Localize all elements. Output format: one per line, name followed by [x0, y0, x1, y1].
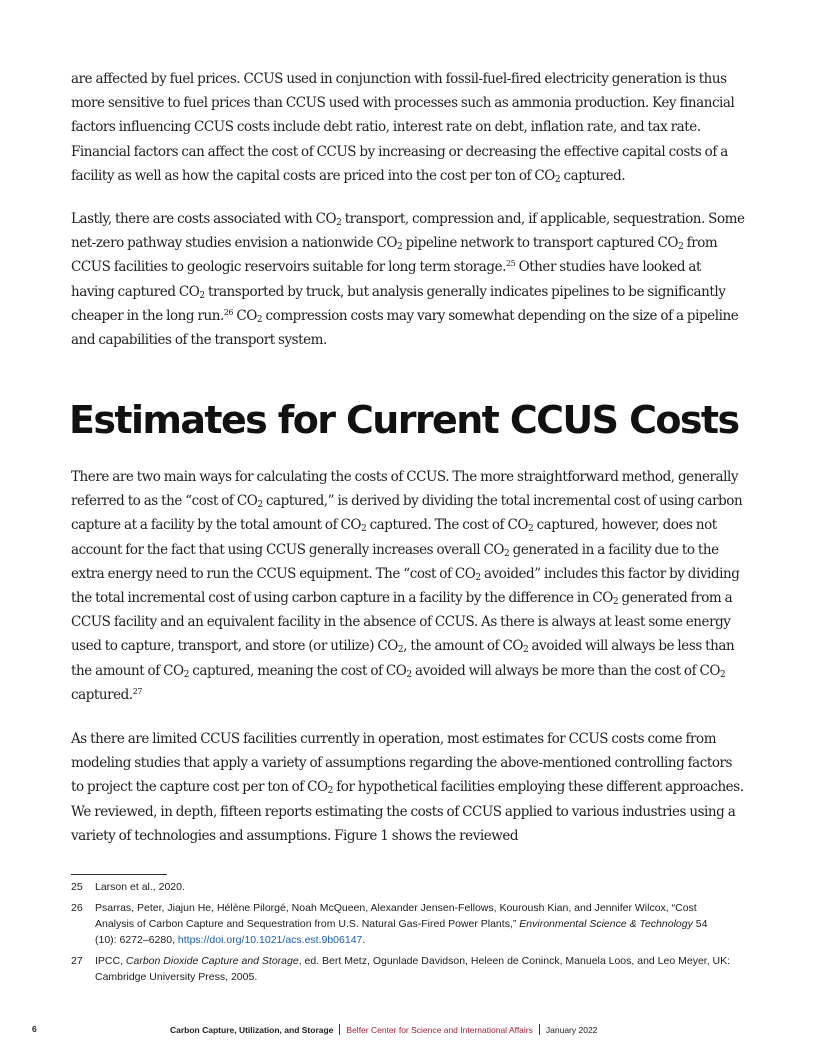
subscript: 2 — [527, 524, 534, 535]
subscript: 2 — [327, 786, 333, 797]
footnote-text: Larson et al., 2020. — [95, 881, 185, 893]
subscript: 2 — [396, 242, 403, 253]
footnote-text — [95, 953, 731, 985]
text-run: transported by truck, but analysis generally indicates pipelines to be significantly cheaper in the long run. — [71, 283, 726, 324]
footnote-27 — [71, 953, 731, 985]
subscript: 2 — [719, 669, 726, 680]
page-footer — [0, 1024, 815, 1040]
text-run: avoided will always be less than the amount of CO — [71, 638, 735, 679]
text-run: from CCUS facilities to geologic reservoirs suitable for long term storage. — [71, 235, 718, 276]
subscript: 2 — [257, 500, 263, 511]
text-run: captured, meaning the cost of CO — [188, 662, 407, 679]
footnote-ref-26[interactable]: 26 — [223, 307, 234, 317]
report-title: Carbon Capture, Utilization, and Storage — [170, 1025, 334, 1035]
text-run: 54 (10): 6272–6280, — [95, 918, 708, 946]
footnote-ref-27[interactable]: 27 — [132, 686, 142, 696]
text-run: captured. — [560, 167, 626, 184]
divider — [339, 1024, 340, 1035]
footnote-26 — [71, 900, 731, 948]
text-run: pipeline network to transport captured CO — [402, 235, 679, 252]
footnote-25 — [71, 879, 731, 895]
paragraph-modeling-studies — [71, 727, 746, 848]
book-title: Carbon Dioxide Capture and Storage — [125, 955, 299, 967]
doi-link[interactable]: https://doi.org/10.1021/acs.est.9b06147 — [177, 934, 363, 946]
text-run: . — [362, 934, 366, 946]
text-run: for hypothetical facilities employing these different approaches. We reviewed, in depth, fifteen reports estimating the costs of CCUS applied to various industries using a variety of technologies and assumptions. Figure 1 shows the reviewed — [71, 779, 744, 844]
text-run: , ed. Bert Metz, Ogunlade Davidson, Heleen de Coninck, Manuela Loos, and Leo Meyer, UK: Cambridge University Press, 2005. — [95, 955, 731, 983]
text-run: avoided” includes this factor by dividing the total incremental cost of using carbon capture in a facility by the difference in CO — [71, 565, 740, 607]
footnote-number: 27 — [71, 955, 83, 967]
subscript: 2 — [406, 669, 412, 680]
divider — [539, 1024, 540, 1035]
footnote-divider — [71, 874, 167, 875]
footnote-number: 25 — [71, 881, 83, 893]
text-run: compression costs may vary somewhat depending on the size of a pipeline and capabilities of the transport system. — [71, 307, 739, 349]
text-run: captured,” is derived by dividing the total incremental cost of using carbon capture at a facility by the total amount of CO — [71, 493, 743, 534]
text-run: , the amount of CO — [403, 638, 523, 655]
text-run: Lastly, there are costs associated with CO — [71, 211, 337, 227]
text-run: Psarras, Peter, Jiajun He, Hélène Pilorgé, Noah McQueen, Alexander Jensen-Fellows, Kouroush Kian, and Jennifer Wilcox, “Cost Analysis of Carbon Capture and Sequestration from U.S. Natural Gas-Fired Power Plants,” — [95, 902, 697, 930]
text-run: As there are limited CCUS facilities currently in operation, most estimates for CCUS costs come from modeling studies that apply a variety of assumptions regarding the above-mentioned controlling factors to project the capture cost per ton of CO — [71, 731, 733, 796]
text-run: CO — [233, 307, 257, 324]
text-run: Other studies have looked at having captured CO — [71, 259, 701, 300]
text-run: There are two main ways for calculating the costs of CCUS. The more straightforward method, generally referred to as the “cost of CO — [71, 469, 738, 510]
subscript: 2 — [199, 290, 205, 301]
text-run: are affected by fuel prices. CCUS used in conjunction with fossil-fuel-fired electricity generation is thus more sensitive to fuel prices than CCUS used with processes such as ammonia production. Key financial factors influencing CCUS costs include debt ratio, interest rate on debt, inflation rate, and tax rate. Financial factors can affect the cost of CCUS by increasing or decreasing the effective capital costs of a facility as well as how the capital costs are priced into the cost per ton of CO — [71, 71, 735, 184]
text-run: generated from a CCUS facility and an equivalent facility in the absence of CCUS. As there is always at least some energy used to capture, transport, and store (or utilize) CO — [71, 590, 733, 655]
publication-date: January 2022 — [545, 1025, 598, 1035]
text-run: captured, however, does not account for the fact that using CCUS generally increases overall CO — [71, 517, 717, 558]
subscript: 2 — [183, 669, 189, 680]
organization: Belfer Center for Science and International Affairs — [346, 1025, 533, 1035]
subscript: 2 — [336, 218, 342, 228]
page-number: 6 — [32, 1024, 37, 1034]
paragraph-fuel-prices — [71, 67, 746, 188]
subscript: 2 — [256, 314, 263, 325]
subscript: 2 — [360, 524, 367, 535]
subscript: 2 — [397, 645, 404, 656]
subscript: 2 — [475, 572, 481, 583]
text-run: captured. The cost of CO — [366, 517, 528, 534]
footnote-ref-25[interactable]: 25 — [505, 259, 516, 269]
paragraph-transport-costs — [71, 207, 746, 352]
footnote-number: 26 — [71, 902, 83, 914]
subscript: 2 — [612, 597, 619, 608]
footnotes — [71, 879, 731, 990]
journal-title: Environmental Science & Technology — [519, 918, 693, 930]
section-heading: Estimates for Current CCUS Costs — [69, 398, 739, 442]
text-run: transport, compression and, if applicable, sequestration. Some net-zero pathway studies envision a nationwide CO — [71, 211, 745, 252]
text-run: generated in a facility due to the extra energy need to run the CCUS equipment. The “cost of CO — [71, 541, 719, 582]
subscript: 2 — [554, 174, 561, 185]
subscript: 2 — [522, 645, 529, 656]
text-run: IPCC, — [95, 955, 126, 967]
paragraph-cost-methods — [71, 465, 746, 707]
subscript: 2 — [504, 548, 510, 559]
text-run: avoided will always be more than the cost of CO — [411, 662, 720, 679]
subscript: 2 — [678, 242, 684, 253]
text-run: captured. — [71, 686, 133, 703]
footnote-text — [95, 900, 731, 948]
footer-info — [170, 1024, 597, 1035]
